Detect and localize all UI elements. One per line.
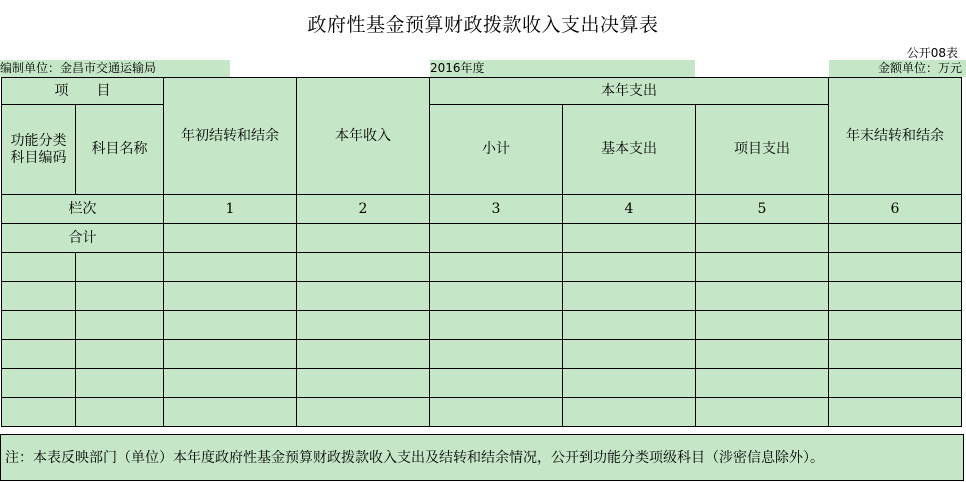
table-cell[interactable] <box>164 311 297 340</box>
func-code-header: 功能分类科目编码 <box>2 105 76 195</box>
table-cell[interactable] <box>297 369 430 398</box>
table-cell[interactable] <box>430 398 563 427</box>
item-header: 项 目 <box>2 78 164 105</box>
table-cell[interactable] <box>297 253 430 282</box>
table-cell[interactable] <box>430 253 563 282</box>
basic-expense-header: 基本支出 <box>563 105 696 195</box>
table-cell[interactable] <box>696 224 829 253</box>
table-cell[interactable] <box>430 340 563 369</box>
table-cell[interactable] <box>297 398 430 427</box>
table-cell[interactable] <box>563 282 696 311</box>
table-row <box>2 398 962 427</box>
table-cell[interactable] <box>829 311 962 340</box>
income-header: 本年收入 <box>297 78 430 195</box>
table-cell[interactable] <box>696 253 829 282</box>
table-cell[interactable] <box>829 398 962 427</box>
table-cell[interactable] <box>563 224 696 253</box>
table-cell[interactable] <box>76 340 164 369</box>
empty-rows <box>2 253 962 427</box>
table-cell[interactable] <box>829 282 962 311</box>
table-row <box>2 282 962 311</box>
table-cell[interactable] <box>563 340 696 369</box>
table-cell[interactable] <box>563 398 696 427</box>
table-cell[interactable] <box>164 369 297 398</box>
table-cell[interactable] <box>76 282 164 311</box>
table-cell[interactable] <box>164 340 297 369</box>
column-number: 6 <box>829 195 962 224</box>
report-title: 政府性基金预算财政拨款收入支出决算表 <box>307 14 659 36</box>
expense-header: 本年支出 <box>430 78 829 105</box>
amount-unit-label: 金额单位：万元 <box>829 60 966 77</box>
project-expense-header: 项目支出 <box>696 105 829 195</box>
table-cell[interactable] <box>696 398 829 427</box>
table-cell[interactable] <box>829 369 962 398</box>
total-row-label: 合计 <box>2 224 164 253</box>
table-cell[interactable] <box>297 282 430 311</box>
footnote: 注：本表反映部门（单位）本年度政府性基金预算财政拨款收入支出及结转和结余情况，公开到功能分类项级科目（涉密信息除外）。 <box>0 434 964 481</box>
table-cell[interactable] <box>297 311 430 340</box>
column-number: 4 <box>563 195 696 224</box>
table-cell[interactable] <box>2 253 76 282</box>
subtotal-header: 小计 <box>430 105 563 195</box>
table-cell[interactable] <box>2 398 76 427</box>
table-cell[interactable] <box>430 369 563 398</box>
year-label: 2016年度 <box>430 60 695 77</box>
table-cell[interactable] <box>76 398 164 427</box>
table-cell[interactable] <box>430 282 563 311</box>
table-cell[interactable] <box>2 311 76 340</box>
table-cell[interactable] <box>829 253 962 282</box>
table-row <box>2 340 962 369</box>
column-number: 5 <box>696 195 829 224</box>
table-cell[interactable] <box>2 369 76 398</box>
table-row <box>2 369 962 398</box>
table-cell[interactable] <box>297 340 430 369</box>
table-cell[interactable] <box>696 340 829 369</box>
table-cell[interactable] <box>563 311 696 340</box>
table-cell[interactable] <box>164 398 297 427</box>
column-index-label: 栏次 <box>2 195 164 224</box>
column-number: 1 <box>164 195 297 224</box>
table-cell[interactable] <box>2 282 76 311</box>
table-cell[interactable] <box>76 253 164 282</box>
unit-label: 编制单位：金昌市交通运输局 <box>0 60 230 77</box>
table-cell[interactable] <box>430 224 563 253</box>
table-cell[interactable] <box>2 340 76 369</box>
table-cell[interactable] <box>164 253 297 282</box>
column-number: 3 <box>430 195 563 224</box>
table-cell[interactable] <box>696 282 829 311</box>
opening-balance-header: 年初结转和结余 <box>164 78 297 195</box>
closing-balance-header: 年末结转和结余 <box>829 78 962 195</box>
table-cell[interactable] <box>829 224 962 253</box>
table-row <box>2 253 962 282</box>
table-cell[interactable] <box>76 311 164 340</box>
table-row <box>2 311 962 340</box>
table-cell[interactable] <box>297 224 430 253</box>
table-cell[interactable] <box>164 224 297 253</box>
table-number: 公开08表 <box>906 46 958 60</box>
column-number: 2 <box>297 195 430 224</box>
table-cell[interactable] <box>829 340 962 369</box>
subject-name-header: 科目名称 <box>76 105 164 195</box>
table-cell[interactable] <box>164 282 297 311</box>
table-cell[interactable] <box>76 369 164 398</box>
table-cell[interactable] <box>696 311 829 340</box>
table-cell[interactable] <box>563 253 696 282</box>
table-cell[interactable] <box>430 311 563 340</box>
table-cell[interactable] <box>563 369 696 398</box>
table-cell[interactable] <box>696 369 829 398</box>
report-table <box>1 77 962 427</box>
